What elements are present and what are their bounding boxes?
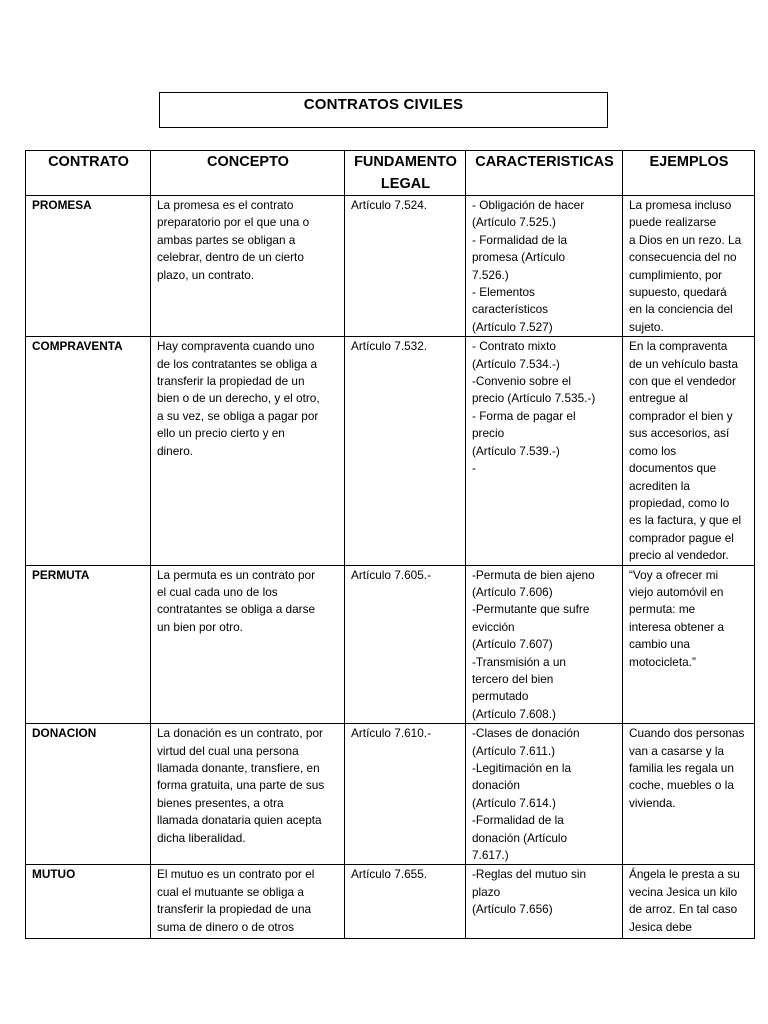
cell-caracteristicas: - Contrato mixto (Artículo 7.534.-) -Convenio sobre el precio (Artículo 7.535.-) - Forma de pagar el precio (Artículo 7.539.-) - <box>466 337 623 565</box>
document-title-box <box>159 92 608 128</box>
cell-contrato: COMPRAVENTA <box>26 337 151 565</box>
cell-contrato: MUTUO <box>26 865 151 939</box>
cell-contrato: DONACION <box>26 724 151 865</box>
cell-ejemplos: “Voy a ofrecer mi viejo automóvil en permuta: me interesa obtener a cambio una motocicleta.” <box>623 565 755 724</box>
header-ejemplos: EJEMPLOS <box>623 151 755 196</box>
cell-fundamento: Artículo 7.610.- <box>345 724 466 865</box>
cell-caracteristicas: - Obligación de hacer (Artículo 7.525.) - Formalidad de la promesa (Artículo 7.526.) - Elementos característicos (Artículo 7.527) <box>466 196 623 337</box>
header-concepto: CONCEPTO <box>151 151 345 196</box>
header-fundamento-legal: FUNDAMENTO LEGAL <box>345 151 466 196</box>
cell-ejemplos: Ángela le presta a su vecina Jesica un kilo de arroz. En tal caso Jesica debe <box>623 865 755 939</box>
document-title: CONTRATOS CIVILES <box>303 96 464 113</box>
cell-ejemplos: Cuando dos personas van a casarse y la familia les regala un coche, muebles o la vivienda. <box>623 724 755 865</box>
cell-caracteristicas: -Reglas del mutuo sin plazo (Artículo 7.656) <box>466 865 623 939</box>
table-header-row <box>26 151 755 196</box>
cell-contrato: PERMUTA <box>26 565 151 724</box>
cell-concepto: El mutuo es un contrato por el cual el mutuante se obliga a transferir la propiedad de una suma de dinero o de otros <box>151 865 345 939</box>
cell-fundamento: Artículo 7.532. <box>345 337 466 565</box>
contracts-table <box>25 150 755 939</box>
header-caracteristicas: CARACTERISTICAS <box>466 151 623 196</box>
cell-caracteristicas: -Permuta de bien ajeno (Artículo 7.606) -Permutante que sufre evicción (Artículo 7.607) -Transmisión a un tercero del bien permutado (Artículo 7.608.) <box>466 565 623 724</box>
cell-concepto: La permuta es un contrato por el cual cada uno de los contratantes se obliga a darse un bien por otro. <box>151 565 345 724</box>
cell-fundamento: Artículo 7.524. <box>345 196 466 337</box>
table-row <box>26 865 755 939</box>
cell-fundamento: Artículo 7.655. <box>345 865 466 939</box>
table-row <box>26 337 755 565</box>
cell-concepto: La promesa es el contrato preparatorio por el que una o ambas partes se obligan a celebrar, dentro de un cierto plazo, un contrato. <box>151 196 345 337</box>
cell-ejemplos: La promesa incluso puede realizarse a Dios en un rezo. La consecuencia del no cumplimiento, por supuesto, quedará en la conciencia del sujeto. <box>623 196 755 337</box>
cell-contrato: PROMESA <box>26 196 151 337</box>
cell-concepto: Hay compraventa cuando uno de los contratantes se obliga a transferir la propiedad de un bien o de un derecho, y el otro, a su vez, se obliga a pagar por ello un precio cierto y en dinero. <box>151 337 345 565</box>
table-row <box>26 196 755 337</box>
cell-fundamento: Artículo 7.605.- <box>345 565 466 724</box>
cell-concepto: La donación es un contrato, por virtud del cual una persona llamada donante, transfiere, en forma gratuita, una parte de sus bienes presentes, a otra llamada donataria quien acepta dicha liberalidad. <box>151 724 345 865</box>
cell-ejemplos: En la compraventa de un vehículo basta con que el vendedor entregue al comprador el bien y sus accesorios, así como los documentos que acrediten la propiedad, como lo es la factura, y que el comprador pague el precio al vendedor. <box>623 337 755 565</box>
header-contrato: CONTRATO <box>26 151 151 196</box>
table-row <box>26 565 755 724</box>
table-row <box>26 724 755 865</box>
cell-caracteristicas: -Clases de donación (Artículo 7.611.) -Legitimación en la donación (Artículo 7.614.) -Formalidad de la donación (Artículo 7.617.) <box>466 724 623 865</box>
